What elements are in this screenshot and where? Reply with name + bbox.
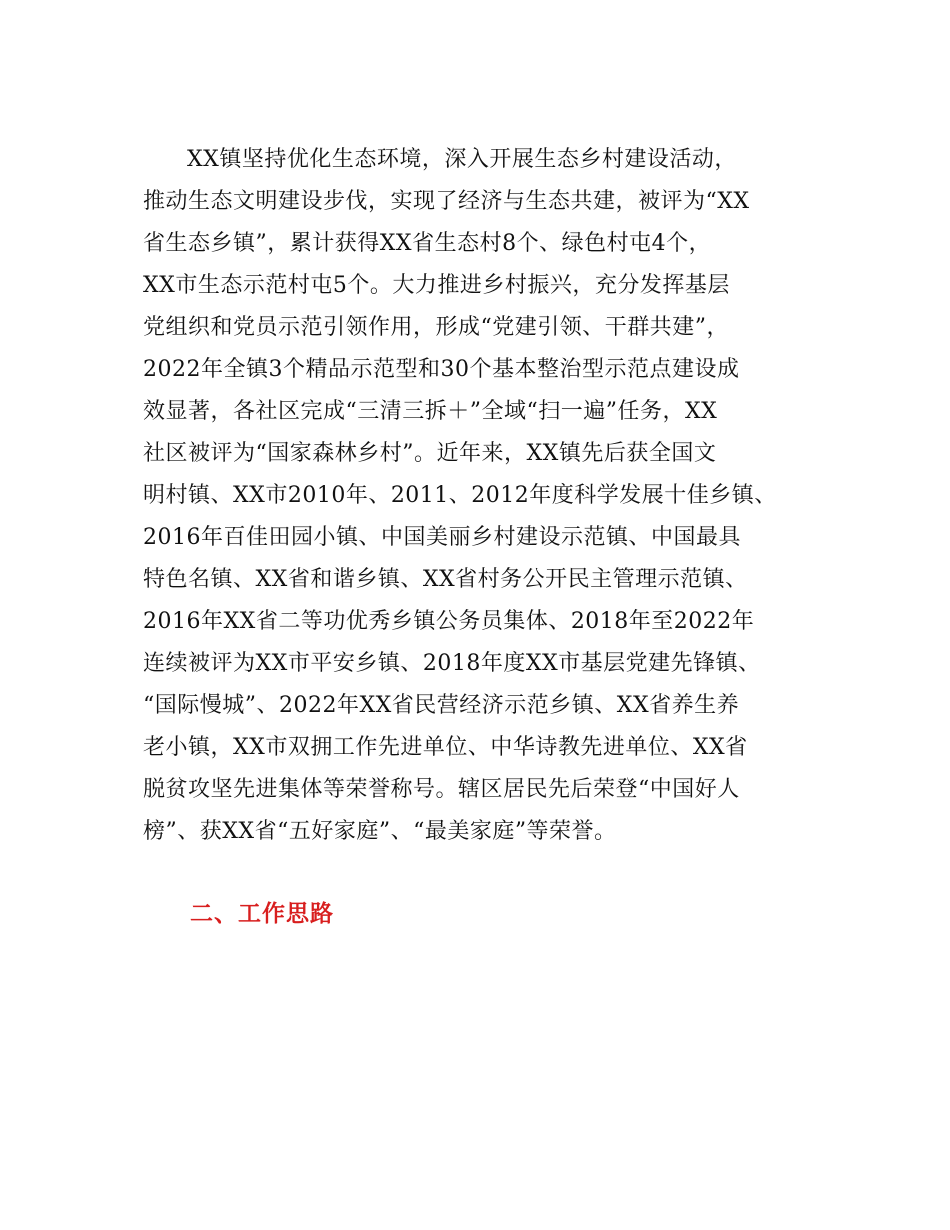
- paragraph-line: 社区被评为“国家森林乡村”。近年来，XX镇先后获全国文: [143, 441, 717, 466]
- paragraph-line: 省生态乡镇”，累计获得XX省生态村8个、绿色村屯4个，: [143, 231, 712, 256]
- paragraph-line: 党组织和党员示范引领作用，形成“党建引领、干群共建”，: [143, 315, 729, 340]
- section-heading: 二、工作思路: [190, 901, 334, 927]
- paragraph-line: 2016年XX省二等功优秀乡镇公务员集体、2018年至2022年: [143, 609, 755, 634]
- paragraph-line: 脱贫攻坚先进集体等荣誉称号。辖区居民先后荣登“中国好人: [143, 777, 740, 802]
- paragraph-line: 效显著，各社区完成“三清三拆＋”全域“扫一遍”任务，XX: [143, 399, 718, 424]
- paragraph-line: 连续被评为XX市平安乡镇、2018年度XX市基层党建先锋镇、: [143, 651, 761, 676]
- paragraph-line: XX镇坚持优化生态环境，深入开展生态乡村建设活动，: [187, 147, 737, 172]
- paragraph-line: “国际慢城”、2022年XX省民营经济示范乡镇、XX省养生养: [143, 693, 740, 718]
- body-paragraph: [143, 139, 823, 853]
- paragraph-line: 明村镇、XX市2010年、2011、2012年度科学发展十佳乡镇、: [143, 483, 777, 508]
- paragraph-line: 2016年百佳田园小镇、中国美丽乡村建设示范镇、中国最具: [143, 525, 741, 550]
- paragraph-line: 榜”、获XX省“五好家庭”、“最美家庭”等荣誉。: [143, 819, 617, 844]
- paragraph-line: XX市生态示范村屯5个。大力推进乡村振兴，充分发挥基层: [143, 273, 730, 298]
- paragraph-line: 推动生态文明建设步伐，实现了经济与生态共建，被评为“XX: [143, 189, 750, 214]
- paragraph-line: 特色名镇、XX省和谐乡镇、XX省村务公开民主管理示范镇、: [143, 567, 748, 592]
- paragraph-line: 2022年全镇3个精品示范型和30个基本整治型示范点建设成: [143, 357, 740, 382]
- paragraph-line: 老小镇，XX市双拥工作先进单位、中华诗教先进单位、XX省: [143, 735, 748, 760]
